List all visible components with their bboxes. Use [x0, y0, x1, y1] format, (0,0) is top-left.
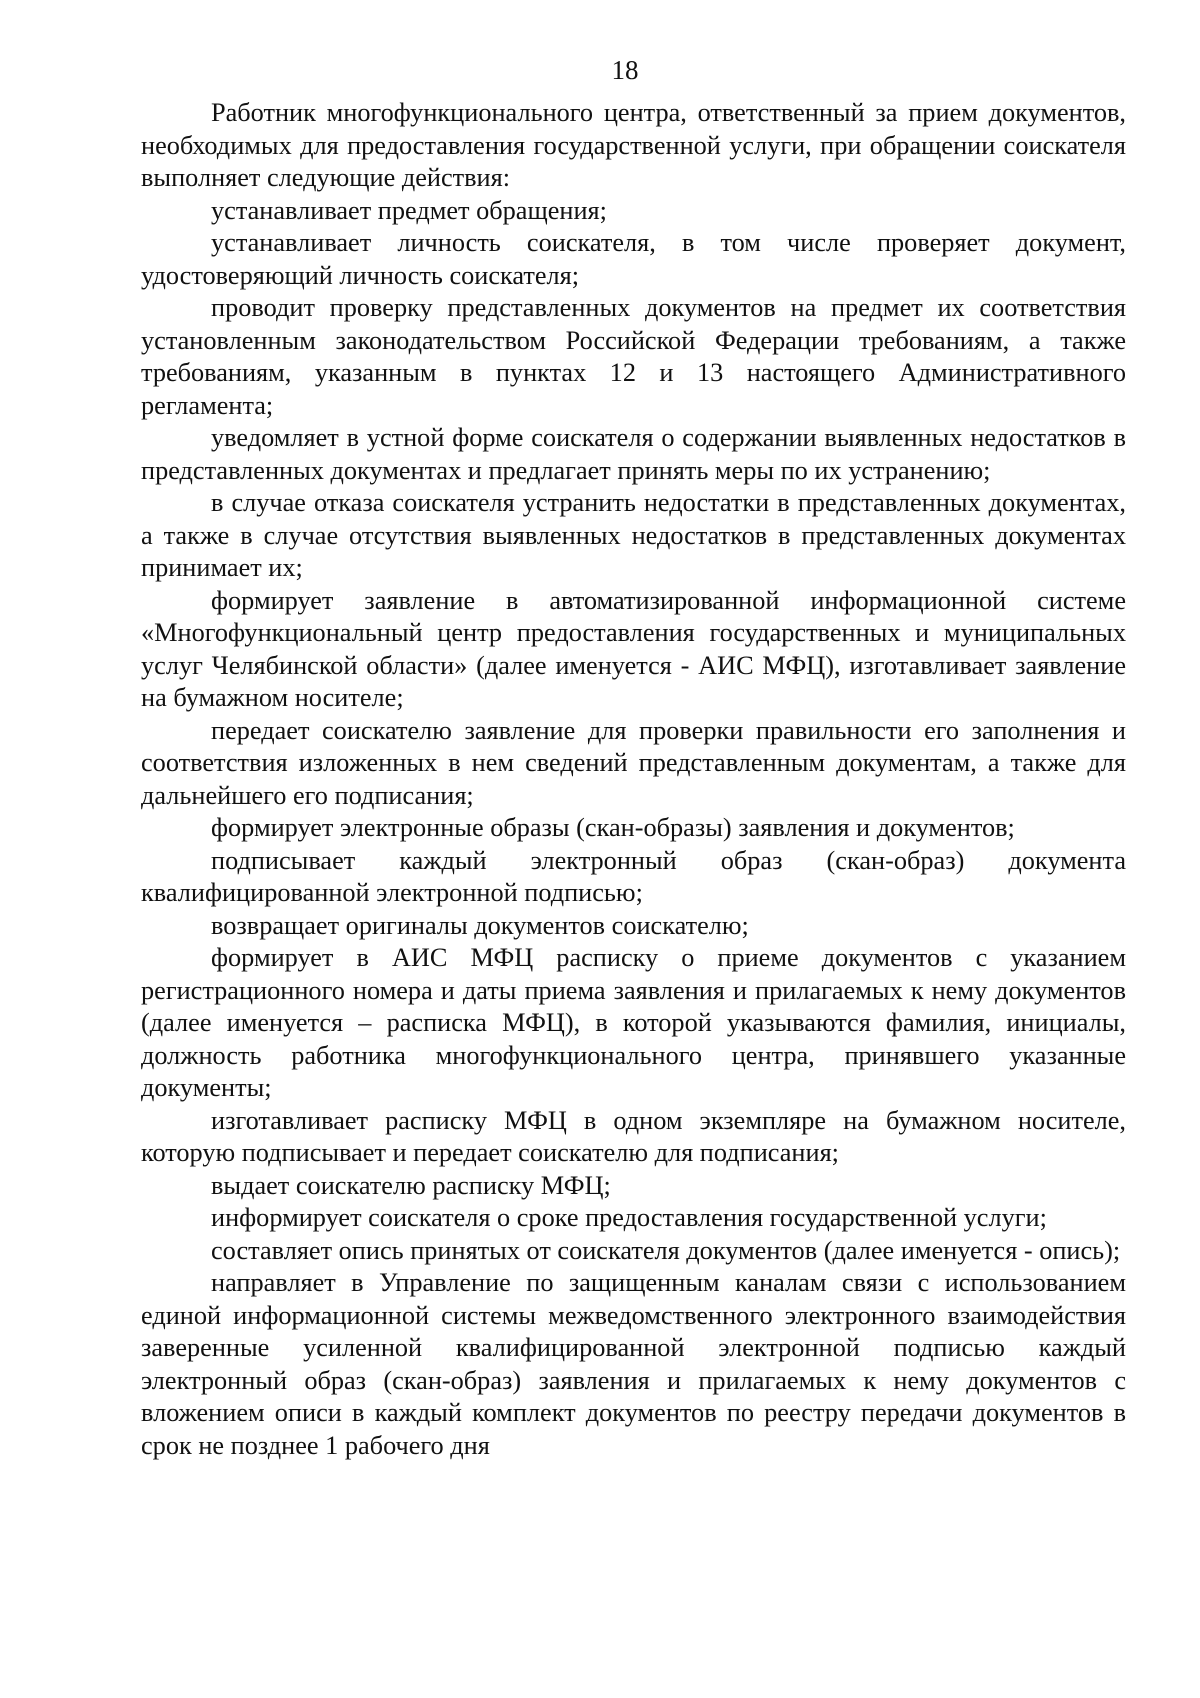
paragraph-intro: Работник многофункционального центра, ответственный за прием документов, необходимых для предоставления государственной услуги, при обращении соискателя выполняет следующие действия:: [141, 98, 1126, 192]
paragraph-verification: проводит проверку представленных документов на предмет их соответствия установленным законодательством Российской Федерации требованиям, а также требованиям, указанным в пунктах 12 и 13 настоящего Административного регламента;: [141, 293, 1126, 420]
paragraph-receipt-print: изготавливает расписку МФЦ в одном экземпляре на бумажном носителе, которую подписывает и передает соискателю для подписания;: [141, 1105, 1126, 1167]
paragraph-scan: формирует электронные образы (скан-образы) заявления и документов;: [211, 813, 1015, 842]
paragraph-subject: устанавливает предмет обращения;: [211, 195, 607, 225]
document-body: [141, 97, 1126, 1462]
paragraph-accept: в случае отказа соискателя устранить недостатки в представленных документах, а также в случае отсутствия выявленных недостатков в представленных документах принимает их;: [141, 488, 1126, 582]
paragraph-sign: подписывает каждый электронный образ (скан-образ) документа квалифицированной электронной подписью;: [141, 845, 1126, 907]
paragraph-notify: уведомляет в устной форме соискателя о содержании выявленных недостатков в представленных документах и предлагает принять меры по их устранению;: [141, 423, 1126, 485]
paragraph-receipt-issue: выдает соискателю расписку МФЦ;: [211, 1170, 611, 1200]
paragraph-form-application: формирует заявление в автоматизированной информационной системе «Многофункциональный центр предоставления государственных и муниципальных услуг Челябинской области» (далее именуется - АИС МФЦ), изготавливает заявление на бумажном носителе;: [141, 585, 1126, 712]
paragraph-identity: устанавливает личность соискателя, в том числе проверяет документ, удостоверяющий личность соискателя;: [141, 228, 1126, 290]
paragraph-hand-over: передает соискателю заявление для проверки правильности его заполнения и соответствия изложенных в нем сведений представленным документам, а также для дальнейшего его подписания;: [141, 715, 1126, 810]
paragraph-receipt: формирует в АИС МФЦ расписку о приеме документов с указанием регистрационного номера и даты приема заявления и прилагаемых к нему документов (далее именуется – расписка МФЦ), в которой указываются фамилия, инициалы, должность работника многофункционального центра, принявшего указанные документы;: [141, 943, 1126, 1102]
paragraph-send: направляет в Управление по защищенным каналам связи с использованием единой информационной системы межведомственного электронного взаимодействия заверенные усиленной квалифицированной электронной подписью каждый электронный образ (скан-образ) заявления и прилагаемых к нему документов с вложением описи в каждый комплект документов по реестру передачи документов в срок не позднее 1 рабочего дня: [141, 1268, 1126, 1460]
page-number: 18: [611, 55, 639, 85]
paragraph-return: возвращает оригиналы документов соискателю;: [211, 910, 749, 940]
paragraph-inform: информирует соискателя о сроке предоставления государственной услуги;: [211, 1203, 1047, 1232]
paragraph-inventory: составляет опись принятых от соискателя документов (далее именуется - опись);: [211, 1235, 1121, 1265]
